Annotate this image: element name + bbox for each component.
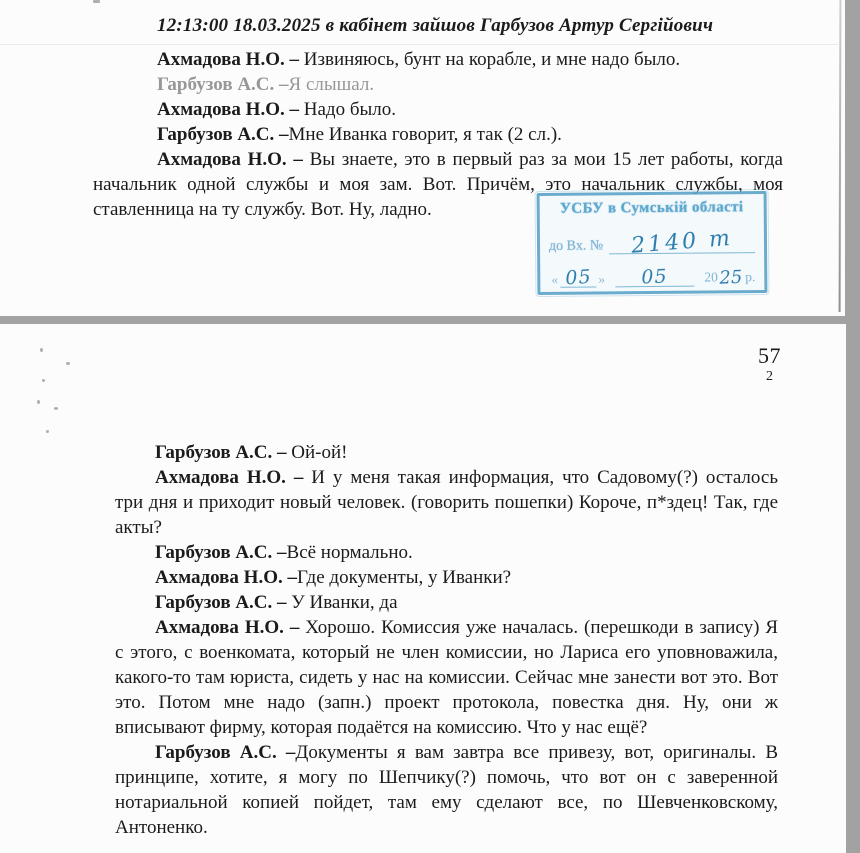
stamp-year-prefix: 20 (704, 269, 718, 285)
speaker-name: Ахмадова Н.О. – (155, 567, 297, 588)
session-header: 12:13:00 18.03.2025 в кабінет зайшов Гарбузов Артур Сергійович (157, 15, 714, 36)
page-edge-shadow (839, 0, 842, 312)
stamp-quote-open: « (551, 271, 559, 287)
speaker-name: Гарбузов А.С. – (157, 74, 289, 95)
speech-text: Мне Иванка говорит, я так (2 сл.). (288, 124, 562, 145)
speech-text: Надо было. (299, 99, 396, 120)
speaker-name: Ахмадова Н.О. – (157, 149, 303, 170)
stamp-month-handwritten: 05 (641, 265, 669, 289)
scan-speck (46, 430, 49, 433)
dialogue-line (115, 740, 778, 840)
speaker-name: Гарбузов А.С. – (157, 124, 289, 145)
page-number-secondary: 2 (766, 369, 773, 384)
speaker-name: Ахмадова Н.О. – (155, 617, 300, 638)
dialogue-line (115, 540, 778, 565)
speaker-name: Гарбузов А.С. – (155, 542, 287, 563)
scan-speck (66, 362, 70, 365)
stamp-year-handwritten: 25 (718, 266, 743, 289)
stamp-day-handwritten: 05 (564, 265, 593, 290)
stamp-incoming-value-handwritten: 2140 т (630, 225, 734, 259)
speech-text: И у меня такая информация, что Садовому(?) осталось три дня и приходит новый человек. (говорить пошепки) Короче, п*здец! Так, где акты? (115, 467, 778, 538)
speech-text: Всё нормально. (286, 542, 413, 563)
stamp-org-name: УСБУ в Сумській області (559, 199, 744, 217)
stamp-month-blank (615, 264, 695, 288)
speaker-name: Ахмадова Н.О. – (157, 99, 299, 120)
speech-text: Документы я вам завтра все привезу, вот, оригиналы. В принципе, хотите, я могу по Шепчику(?) помочь, что вот он с заверенной нотариальной копией пойдет, там ему сделают все, по Шевченковскому, Антоненко. (115, 742, 779, 838)
speaker-name: Ахмадова Н.О. – (155, 467, 304, 488)
dialogue-line (93, 72, 783, 97)
dialogue-line (115, 590, 778, 615)
scan-speck (42, 379, 45, 382)
speech-text: Где документы, у Иванки? (297, 567, 512, 588)
page-1-text (93, 13, 783, 222)
page-1 (0, 0, 845, 316)
speaker-name: Гарбузов А.С. – (155, 442, 287, 463)
speech-text: У Иванки, да (286, 592, 398, 613)
scan-speck (93, 0, 100, 3)
stamp-incoming-label: до Вх. № (548, 238, 604, 254)
stamp-date-row (549, 258, 755, 288)
dialogue-line (93, 47, 783, 72)
stamp-quote-close: » (598, 271, 606, 287)
speaker-name: Гарбузов А.С. – (155, 742, 296, 763)
speaker-name: Гарбузов А.С. – (155, 592, 287, 613)
speech-text: Хорошо. Комиссия уже началась. (перешкоди в запису) Я с этого, с военкомата, который не член комиссии, но Лариса его уповноважила, какого-то там юриста, сидеть у нас на комиссии. Сейчас мне занести вот это. Вот это. Потом мне надо (запн.) проект протокола, повестка дня. Ну, они ж вписывают фирму, которая подаётся на комиссию. Что у нас ещё? (115, 617, 778, 738)
scan-speck (37, 400, 40, 404)
speech-text: Вы знаете, это в первый раз за мои 15 лет работы, когда начальник одной службы и моя зам. Вот. Причём, это начальник службы, моя ставленница на ту службу. Вот. Ну, ладно. (93, 149, 783, 220)
stamp-incoming-row (548, 223, 755, 259)
speech-text: Извиняюсь, бунт на корабле, и мне надо было. (299, 49, 681, 70)
page-2 (0, 324, 846, 853)
stamp-day-blank (560, 264, 596, 290)
page-2-text (115, 440, 778, 840)
scan-speck (54, 407, 58, 410)
dialogue-line (115, 440, 778, 465)
dialogue-line (115, 465, 778, 540)
scan-speck (40, 348, 43, 352)
stamp-year-suffix: р. (745, 269, 756, 285)
stamp-year-group (704, 265, 756, 289)
page-number: 57 (758, 343, 781, 368)
registration-stamp (537, 191, 768, 295)
dialogue-line (115, 615, 778, 740)
stamp-incoming-blank (609, 225, 755, 259)
speech-text: Я слышал. (288, 74, 375, 95)
speech-text: Ой-ой! (286, 442, 348, 463)
dialogue-line (93, 122, 783, 147)
speaker-name: Ахмадова Н.О. – (157, 49, 299, 70)
dialogue-line (93, 97, 783, 122)
dialogue-line (115, 565, 778, 590)
